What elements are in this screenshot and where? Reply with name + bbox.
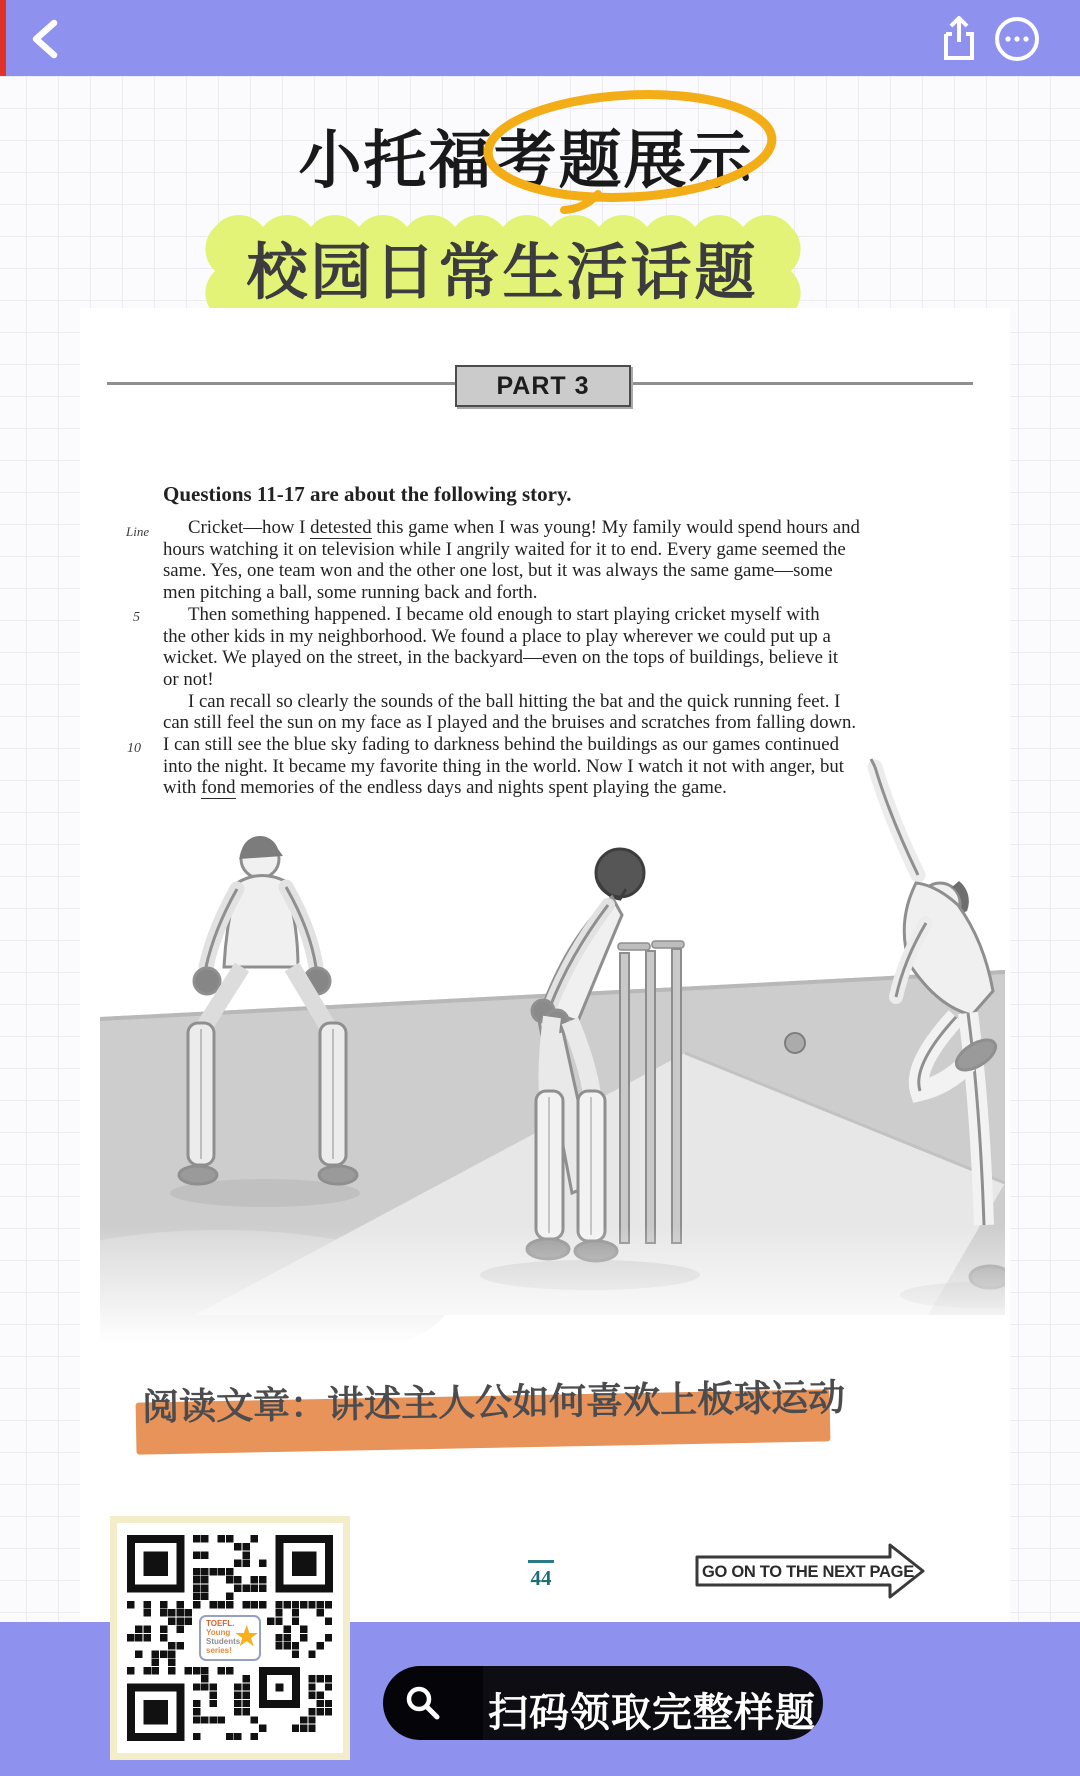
more-icon[interactable]	[994, 16, 1040, 62]
cricket-ball	[785, 1033, 805, 1053]
top-bar	[0, 0, 1080, 76]
page-number-rule	[528, 1560, 554, 1563]
edge-strip	[0, 0, 6, 76]
line-10-label: 10	[127, 741, 141, 756]
cricket-illustration	[100, 755, 1005, 1345]
back-icon[interactable]	[28, 17, 62, 61]
story-line: or not!	[163, 668, 214, 690]
next-page-label: GO ON TO THE NEXT PAGE	[702, 1563, 914, 1581]
story-line: the other kids in my neighborhood. We found a place to play wherever we could put up a	[163, 625, 831, 647]
underlined-word: detested	[310, 517, 372, 538]
page-number: 44	[521, 1560, 561, 1591]
line-label: Line	[126, 524, 150, 539]
search-icon	[404, 1684, 442, 1722]
line-5-label: 5	[133, 610, 140, 625]
story-line: wicket. We played on the street, in the backyard—even on the tops of buildings, believe it	[163, 647, 839, 669]
story-line: Then something happened. I became old enough to start playing cricket myself with	[188, 603, 820, 625]
story-line: I can still see the blue sky fading to darkness behind the buildings as our games continued	[163, 734, 839, 756]
story-line: can still feel the sun on my face as I played and the bruises and scratches from falling down.	[163, 712, 857, 734]
star-icon: ★	[235, 1621, 259, 1651]
page-subtitle: 校园日常生活话题	[246, 238, 759, 306]
story-line: men pitching a ball, some running back and forth.	[163, 582, 538, 604]
wicket-stumps	[618, 941, 684, 1243]
questions-heading: Questions 11-17 are about the following story.	[163, 482, 572, 506]
story-line: same. Yes, one team won and the other one lost, but it was always the same game—some	[163, 560, 833, 582]
story-line: I can recall so clearly the sounds of the ball hitting the bat and the quick running feet. I	[188, 690, 841, 712]
story-line: Cricket—how I detested this game when I was young! My family would spend hours and	[188, 517, 860, 538]
qr-center-logo: TOEFL. Young Students series! ★	[199, 1615, 261, 1661]
story-line: with fond memories of the endless days and nights spent playing the game.	[163, 777, 727, 799]
qr-code	[110, 1516, 350, 1760]
share-icon[interactable]	[938, 14, 980, 62]
underlined-word: fond	[201, 777, 236, 799]
page-title: 小托福考题展示	[298, 126, 754, 196]
story-line: into the night. It became my favorite thing in the world. Now I watch it not with anger, but	[163, 755, 844, 777]
caption-text: 阅读文章：讲述主人公如何喜欢上板球运动	[141, 1377, 846, 1428]
story-line: hours watching it on television while I angrily waited for it to end. Every game seemed the	[163, 538, 846, 560]
part-label: PART 3	[455, 365, 631, 407]
scan-cta-label[interactable]: 扫码领取完整样题	[488, 1691, 816, 1735]
